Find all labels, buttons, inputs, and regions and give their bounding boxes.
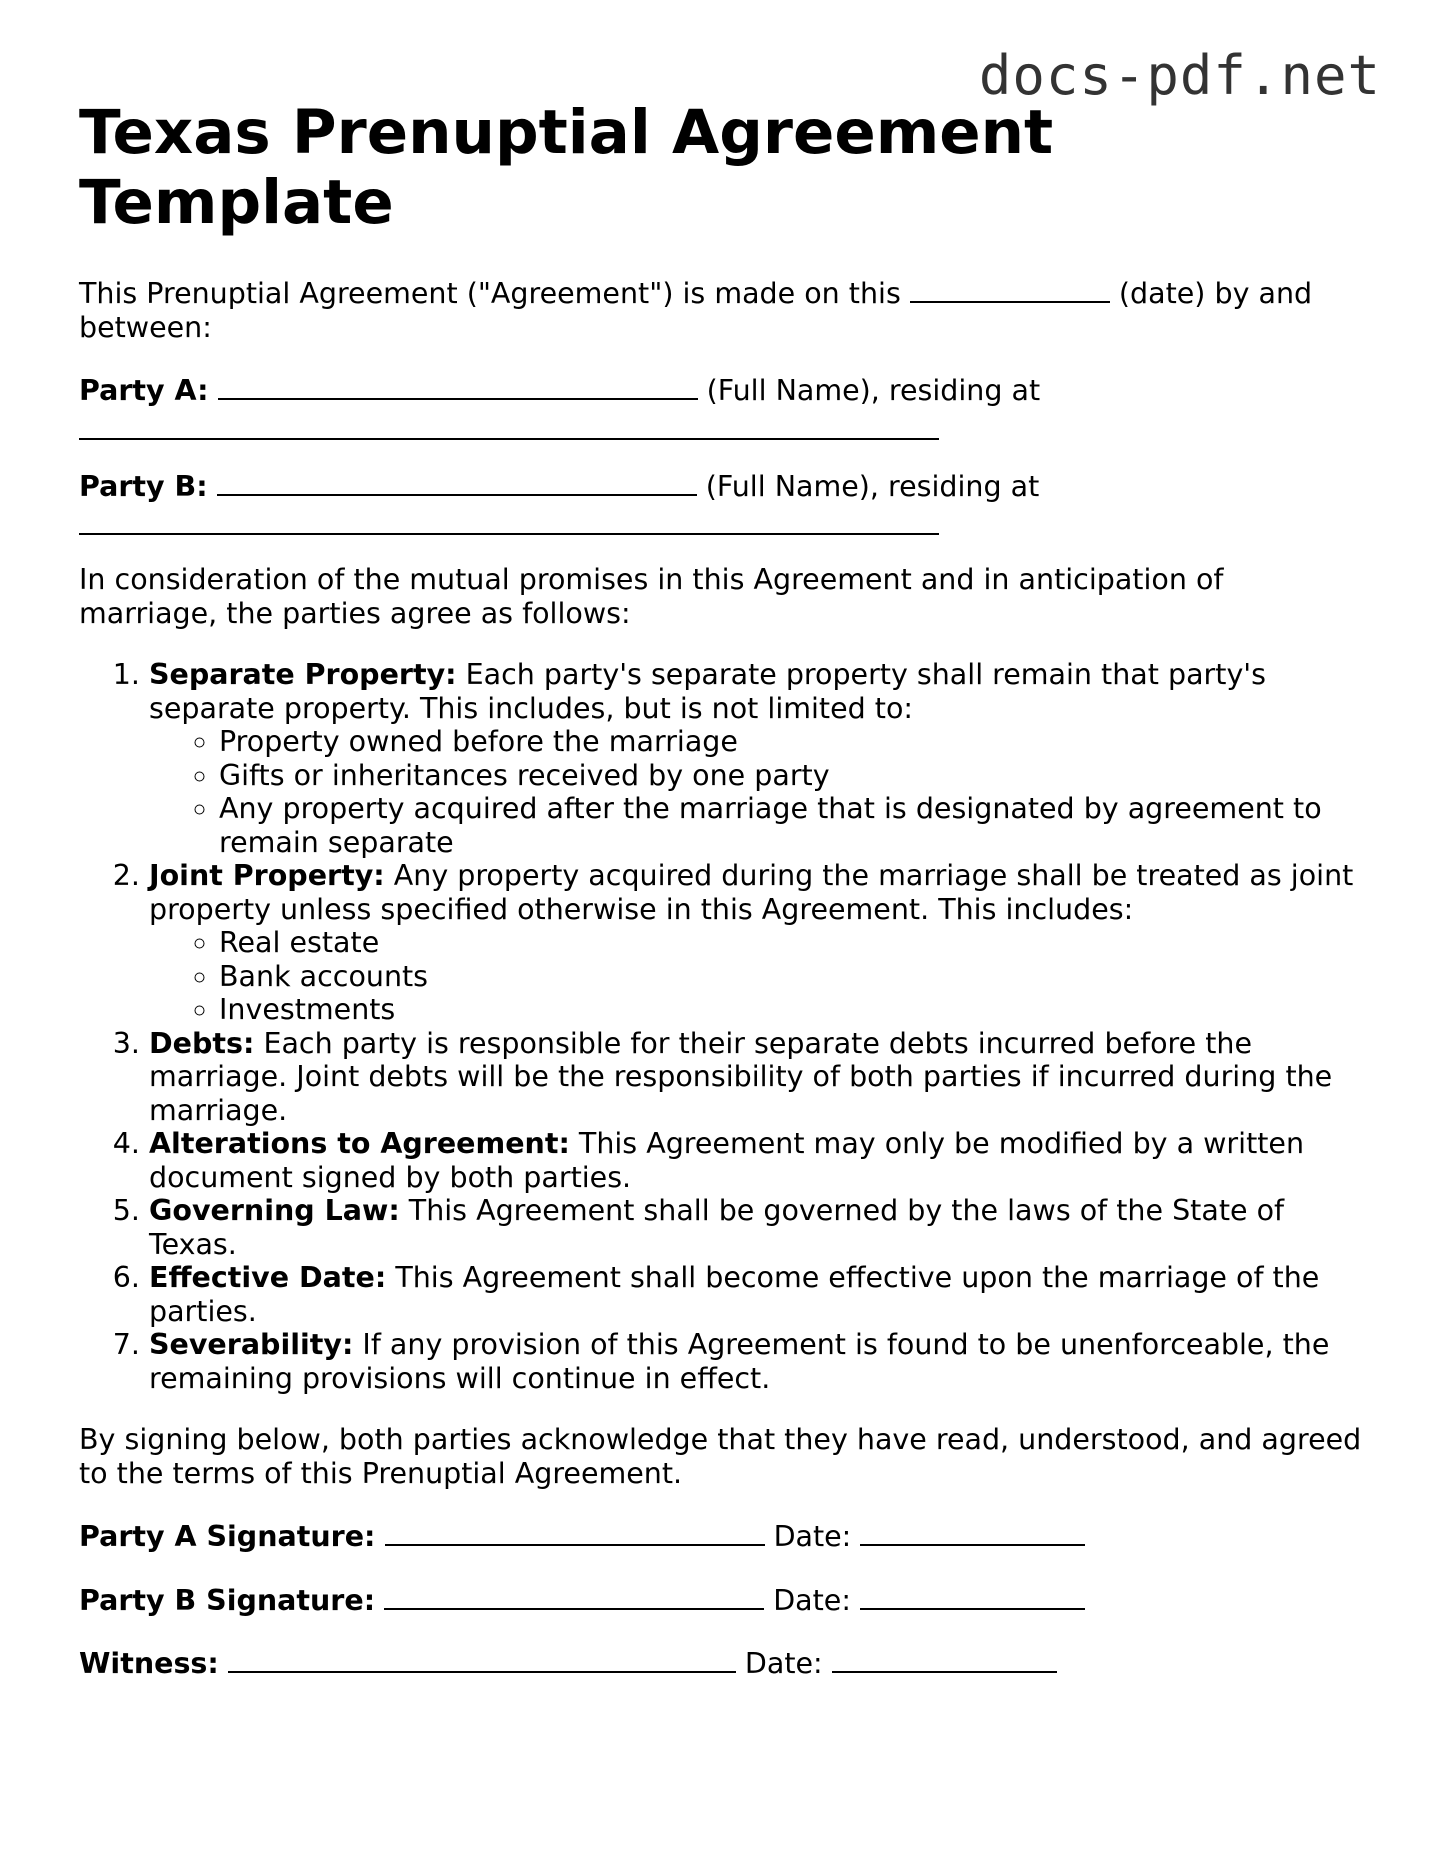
signature-label: Party A Signature:	[79, 1520, 376, 1554]
intro-paragraph	[79, 275, 1369, 344]
intro-text-before: This Prenuptial Agreement ("Agreement") is made on this	[79, 277, 901, 311]
signature-label: Party B Signature:	[79, 1583, 376, 1617]
clause-severability	[149, 1328, 1369, 1395]
list-item: ◦ Investments	[219, 993, 1369, 1027]
party-b-date-blank[interactable]	[860, 1582, 1085, 1610]
date-label: Date:	[773, 1583, 851, 1617]
list-item: ◦ Property owned before the marriage	[219, 725, 1369, 759]
party-b-signature-blank[interactable]	[384, 1582, 764, 1610]
clause-heading: Joint Property:	[149, 859, 385, 893]
consideration-paragraph: In consideration of the mutual promises in this Agreement and in anticipation of marriage, the parties agree as follows:	[79, 563, 1224, 630]
party-a-suffix: (Full Name), residing at	[706, 374, 1041, 408]
clause-heading: Separate Property:	[149, 658, 457, 692]
clause-text: Each party's separate property shall remain that party's separate property. This includes, but is not limited to:	[149, 658, 1266, 725]
clause-text: This Agreement shall become effective upon the marriage of the parties.	[149, 1261, 1320, 1328]
clause-alterations	[149, 1127, 1369, 1194]
clause-separate-property	[149, 658, 1369, 859]
clause-text: This Agreement shall be governed by the laws of the State of Texas.	[149, 1194, 1285, 1261]
witness-signature-blank[interactable]	[228, 1645, 736, 1673]
clause-text: This Agreement may only be modified by a written document signed by both parties.	[149, 1127, 1305, 1194]
clause-joint-property	[149, 859, 1369, 1027]
witness-date-blank[interactable]	[832, 1645, 1057, 1673]
clause-governing-law	[149, 1194, 1369, 1261]
party-a-signature-blank[interactable]	[385, 1518, 765, 1546]
document-page	[79, 98, 1369, 1681]
party-a-address-blank[interactable]	[79, 408, 939, 440]
date-label: Date:	[744, 1647, 823, 1681]
party-a-label: Party A:	[79, 374, 209, 408]
list-item: ◦ Any property acquired after the marriage that is designated by agreement to remain separate	[219, 792, 1369, 859]
party-b-name-blank[interactable]	[217, 468, 697, 496]
party-b-address-blank[interactable]	[79, 503, 939, 535]
clause-sub-list	[149, 725, 1369, 859]
party-a-signature-row	[79, 1518, 1369, 1554]
party-b-block	[79, 468, 1369, 536]
party-a-name-blank[interactable]	[218, 372, 698, 400]
clause-heading: Governing Law:	[149, 1194, 400, 1228]
signature-label: Witness:	[79, 1647, 219, 1681]
party-b-label: Party B:	[79, 469, 208, 503]
clause-sub-list	[149, 926, 1369, 1027]
clause-heading: Severability:	[149, 1328, 354, 1362]
party-a-date-blank[interactable]	[860, 1518, 1085, 1546]
clause-text: If any provision of this Agreement is found to be unenforceable, the remaining provisions will continue in effect.	[149, 1328, 1330, 1395]
clause-heading: Effective Date:	[149, 1261, 387, 1295]
witness-signature-row	[79, 1645, 1369, 1681]
page-title: Texas Prenuptial Agreement Template	[79, 97, 1054, 239]
clause-text: Each party is responsible for their separate debts incurred before the marriage. Joint debts will be the responsibility of both parties if incurred during the marriage.	[149, 1026, 1333, 1127]
list-item: ◦ Gifts or inheritances received by one party	[219, 759, 1369, 793]
date-label: Date:	[773, 1520, 852, 1554]
clause-heading: Alterations to Agreement:	[149, 1127, 570, 1161]
list-item: ◦ Bank accounts	[219, 960, 1369, 994]
party-a-block	[79, 372, 1369, 440]
clause-text: Any property acquired during the marriage shall be treated as joint property unless specified otherwise in this Agreement. This includes:	[149, 859, 1354, 926]
party-b-signature-row	[79, 1582, 1369, 1618]
watermark: docs-pdf.net	[978, 44, 1381, 107]
acknowledgement-paragraph: By signing below, both parties acknowledge that they have read, understood, and agreed to the terms of this Prenuptial Agreement.	[79, 1423, 1362, 1490]
clause-list	[79, 658, 1369, 1395]
clause-effective-date	[149, 1261, 1369, 1328]
intro-text-after: (date) by and between:	[79, 277, 1313, 344]
clause-debts	[149, 1027, 1369, 1128]
date-blank[interactable]	[910, 275, 1110, 303]
clause-heading: Debts:	[149, 1026, 255, 1060]
party-b-suffix: (Full Name), residing at	[705, 469, 1040, 503]
list-item: ◦ Real estate	[219, 926, 1369, 960]
